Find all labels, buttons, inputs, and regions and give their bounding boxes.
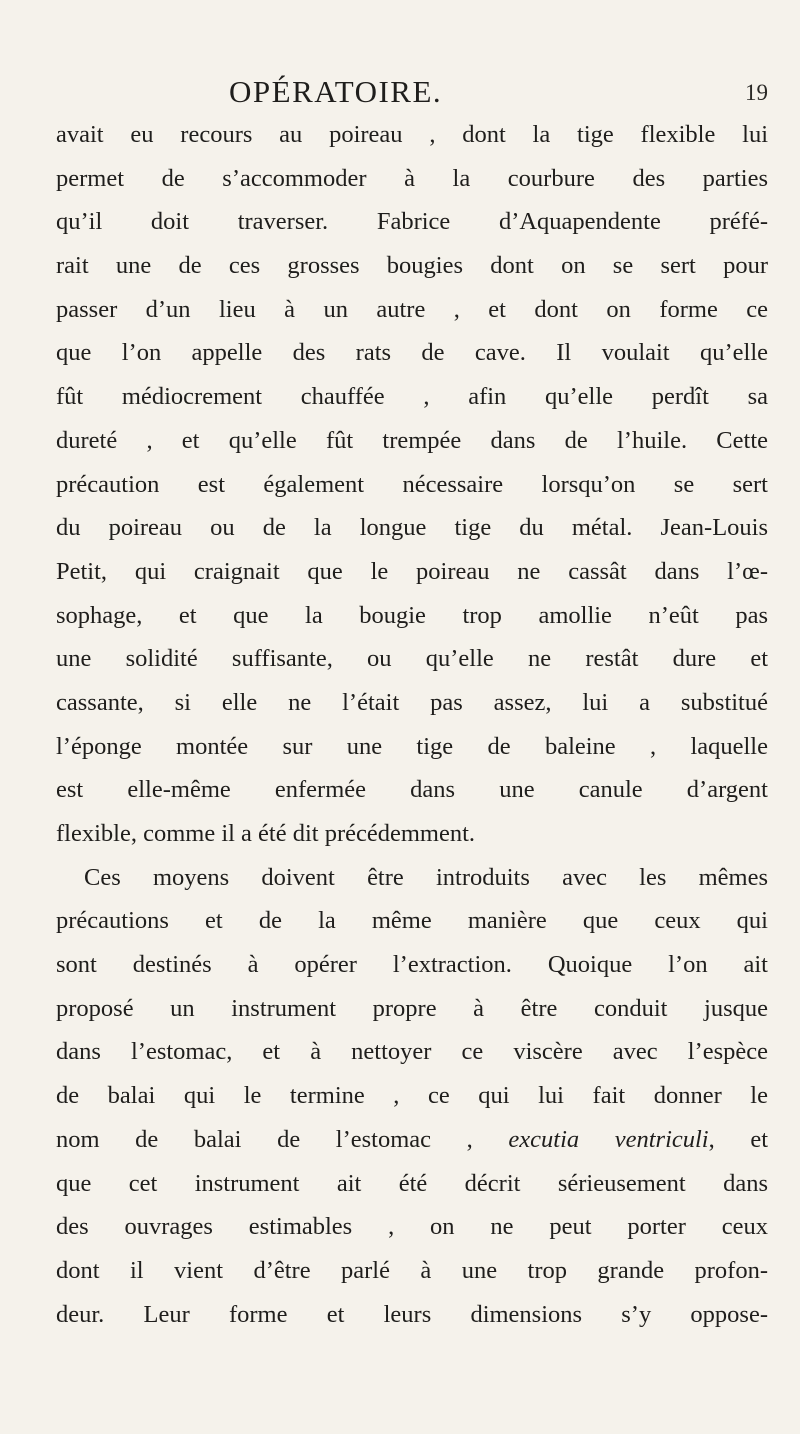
text-line: Ces moyens doivent être introduits avec les mêmes: [84, 863, 768, 891]
text-line: une solidité suffisante, ou qu’elle ne restât dure et: [56, 645, 768, 673]
text-segment: , et: [708, 1125, 769, 1153]
text-line: qu’il doit traverser. Fabrice d’Aquapendente préfé-: [56, 208, 768, 236]
text-line: que cet instrument ait été décrit sérieusement dans: [56, 1169, 768, 1197]
text-line: flexible, comme il a été dit précédemment.: [56, 820, 476, 847]
text-line: dans l’estomac, et à nettoyer ce viscère avec l’espèce: [56, 1038, 768, 1066]
text-line: rait une de ces grosses bougies dont on se sert pour: [56, 252, 768, 280]
text-line: précautions et de la même manière que ceux qui: [56, 907, 768, 935]
text-line: fût médiocrement chauffée , afin qu’elle perdît sa: [56, 383, 768, 411]
text-line: Petit, qui craignait que le poireau ne cassât dans l’œ-: [56, 557, 768, 585]
text-line: dureté , et qu’elle fût trempée dans de l’huile. Cette: [56, 426, 768, 454]
body-text: [56, 113, 768, 1336]
running-title: OPÉRATOIRE.: [229, 74, 443, 109]
text-line-with-latin: [56, 1118, 768, 1162]
text-line: des ouvrages estimables , on ne peut porter ceux: [56, 1213, 768, 1241]
text-line: cassante, si elle ne l’était pas assez, lui a substitué: [56, 688, 768, 716]
text-line: précaution est également nécessaire lorsqu’on se sert: [56, 470, 768, 498]
page-header: [56, 74, 768, 114]
text-line: proposé un instrument propre à être conduit jusque: [56, 994, 768, 1022]
text-line: sophage, et que la bougie trop amollie n’eût pas: [56, 601, 768, 629]
latin-term: excutia ventriculi: [508, 1125, 709, 1153]
text-line: deur. Leur forme et leurs dimensions s’y oppose-: [56, 1300, 768, 1328]
text-line: passer d’un lieu à un autre , et dont on forme ce: [56, 295, 768, 323]
text-line: l’éponge montée sur une tige de baleine , laquelle: [56, 732, 768, 760]
text-segment: nom de balai de l’estomac ,: [56, 1125, 473, 1153]
text-line: que l’on appelle des rats de cave. Il voulait qu’elle: [56, 339, 768, 367]
text-line: de balai qui le termine , ce qui lui fait donner le: [56, 1082, 768, 1110]
text-line: avait eu recours au poireau , dont la tige flexible lui: [56, 121, 768, 148]
text-line: sont destinés à opérer l’extraction. Quoique l’on ait: [56, 951, 768, 979]
text-line: du poireau ou de la longue tige du métal. Jean-Louis: [56, 514, 768, 542]
text-line: est elle-même enfermée dans une canule d’argent: [56, 776, 768, 804]
text-line: permet de s’accommoder à la courbure des parties: [56, 164, 768, 192]
page-number: 19: [745, 80, 768, 105]
text-line: dont il vient d’être parlé à une trop grande profon-: [56, 1256, 768, 1284]
